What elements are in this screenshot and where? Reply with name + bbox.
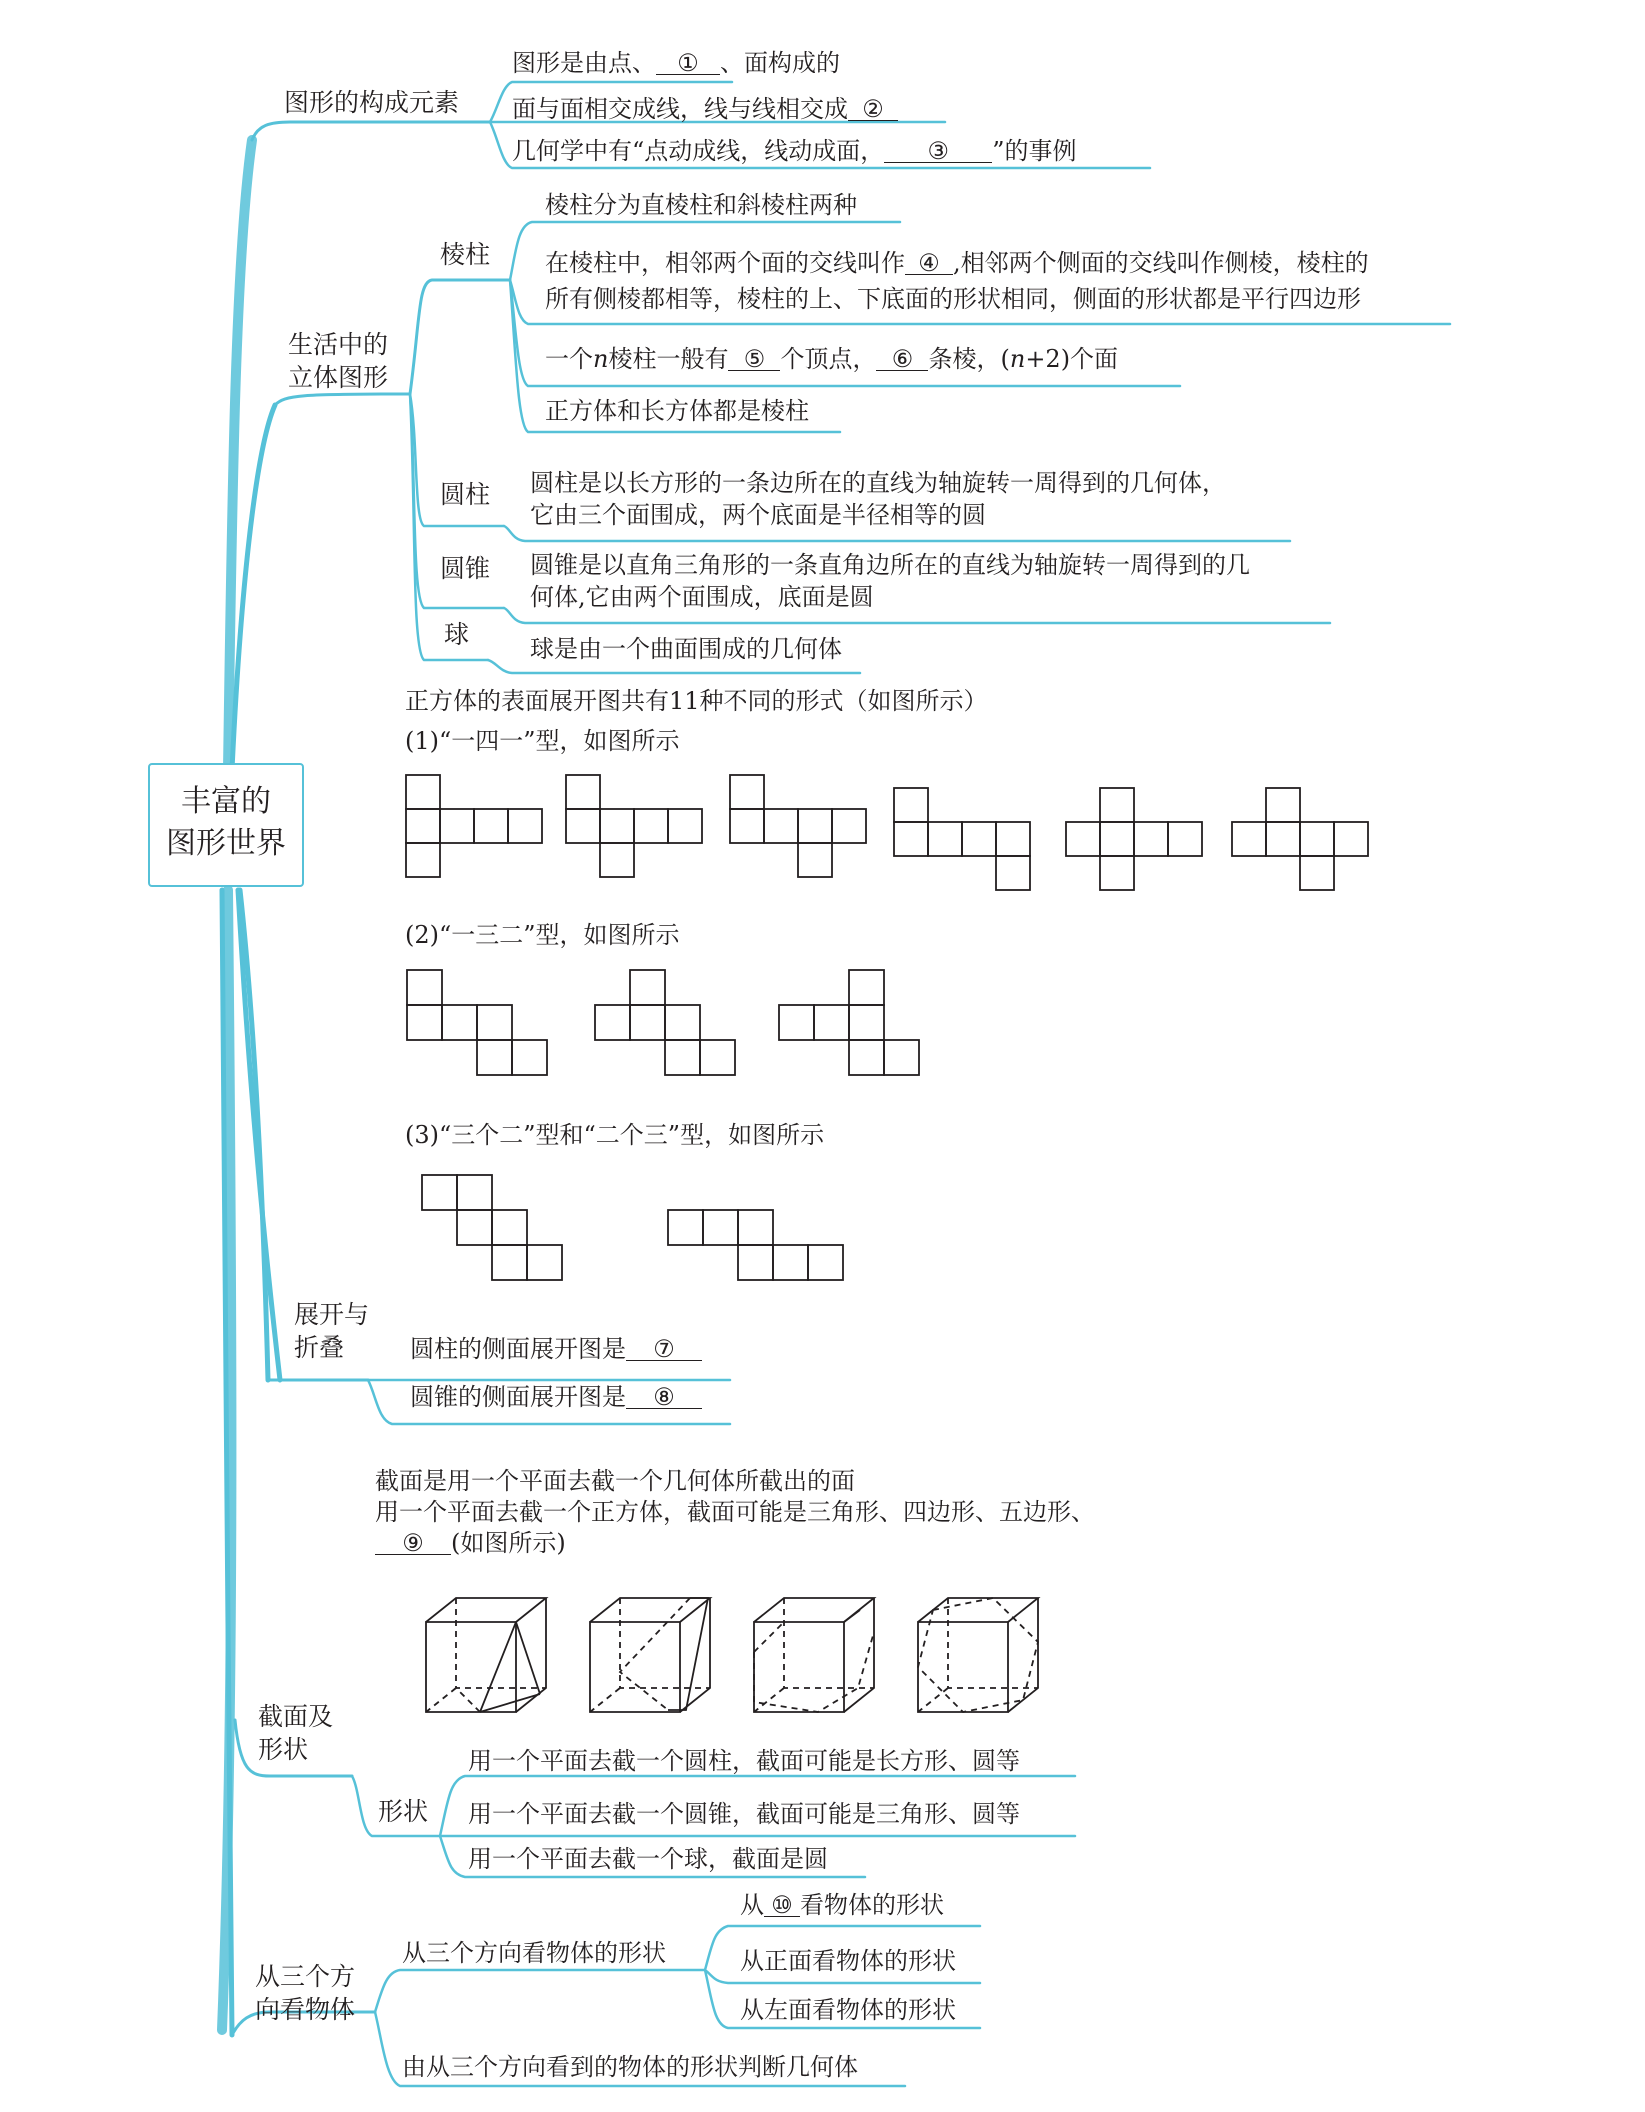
judge-line: 由从三个方向看到的物体的形状判断几何体 (402, 2053, 858, 2081)
net-1-4-1-c (730, 775, 866, 877)
net-2-2-2 (422, 1175, 562, 1280)
shape-cone-line: 用一个平面去截一个圆锥，截面可能是三角形、圆等 (468, 1800, 1020, 1828)
prism-line4: 正方体和长方体都是棱柱 (545, 397, 809, 425)
net-type3-title: (3)“三个二”型和“二个三”型，如图所示 (405, 1121, 825, 1149)
net-type2-title: (2)“一三二”型，如图所示 (405, 921, 680, 949)
prism-line2: 在棱柱中，相邻两个面的交线叫作 ④ ,相邻两个侧面的交线叫作侧棱，棱柱的 (545, 249, 1369, 277)
net-3-3 (668, 1210, 843, 1280)
prism-line2b: 所有侧棱都相等，棱柱的上、下底面的形状相同，侧面的形状都是平行四边形 (545, 285, 1361, 313)
blank-8: ⑧ (626, 1386, 702, 1409)
net-1-4-1-d (894, 788, 1030, 890)
elements-line1: 图形是由点、 ① 、面构成的 (512, 49, 840, 77)
branch-label-unfolding: 展开与 折叠 (294, 1300, 370, 1362)
elements-line2: 面与面相交成线，线与线相交成 ② (512, 94, 898, 124)
section-def-line2: 用一个平面去截一个正方体，截面可能是三角形、四边形、五边形、 (375, 1498, 1095, 1526)
cone-label: 圆锥 (440, 554, 491, 583)
blank-9: ⑨ (375, 1532, 451, 1555)
net-type1-figures (400, 772, 1385, 896)
root-title-line2: 图形世界 (166, 826, 286, 861)
net-type1-title: (1)“一四一”型，如图所示 (405, 727, 680, 755)
cylinder-line2: 它由三个面围成，两个底面是半径相等的圆 (530, 501, 986, 529)
net-1-4-1-e (1066, 788, 1202, 890)
blank-5: ⑤ (728, 348, 780, 371)
cone-line1: 圆锥是以直角三角形的一条直角边所在的直线为轴旋转一周得到的几 (530, 551, 1250, 579)
view-line3: 从左面看物体的形状 (740, 1996, 956, 2024)
net-intro: 正方体的表面展开图共有11种不同的形式（如图所示） (405, 687, 988, 715)
prism-line1: 棱柱分为直棱柱和斜棱柱两种 (545, 191, 857, 219)
shape-cylinder-line: 用一个平面去截一个圆柱，截面可能是长方形、圆等 (468, 1747, 1020, 1775)
root-node (148, 763, 304, 887)
blank-2: ② (848, 98, 898, 121)
cone-line2: 何体,它由两个面围成，底面是圆 (530, 583, 874, 611)
cylinder-label: 圆柱 (440, 480, 491, 509)
shape-label: 形状 (378, 1797, 429, 1826)
cylinder-line1: 圆柱是以长方形的一条边所在的直线为轴旋转一周得到的几何体， (530, 469, 1226, 497)
net-1-3-2-c (779, 970, 919, 1075)
prism-line3: 一个n棱柱一般有 ⑤ 个顶点， ⑥ 条棱，(n+2)个面 (545, 345, 1119, 373)
blank-1: ① (656, 52, 720, 75)
net-1-4-1-b (566, 775, 702, 877)
net-1-4-1-f (1232, 788, 1368, 890)
cube-hexagon-section (918, 1598, 1038, 1712)
view-line1: 从 ⑩ 看物体的形状 (740, 1891, 944, 1919)
branch-label-cross-section: 截面及 形状 (258, 1702, 334, 1764)
branch-label-three-views: 从三个方 向看物体 (255, 1962, 356, 2024)
section-def-line3: ⑨ (如图所示) (375, 1528, 566, 1558)
elements-line3: 几何学中有“点动成线，线动成面， ③ ”的事例 (512, 137, 1077, 165)
cube-pentagon-section (754, 1598, 874, 1712)
cone-net-line: 圆锥的侧面展开图是 ⑧ (410, 1382, 702, 1412)
prism-label: 棱柱 (440, 240, 491, 269)
net-type3-figures (418, 1170, 858, 1288)
net-type2-figures (405, 968, 945, 1084)
shape-sphere-line: 用一个平面去截一个球，截面是圆 (468, 1845, 828, 1873)
branch-label-solids: 生活中的 立体图形 (288, 330, 389, 392)
sphere-line1: 球是由一个曲面围成的几何体 (530, 635, 842, 663)
three-views-subtitle: 从三个方向看物体的形状 (402, 1939, 666, 1967)
cube-quadrilateral-section (590, 1598, 710, 1712)
net-1-3-2-b (595, 970, 735, 1075)
blank-10: ⑩ (764, 1894, 800, 1917)
cube-cross-section-figures (420, 1592, 1060, 1718)
blank-7: ⑦ (626, 1338, 702, 1361)
branch-label-elements: 图形的构成元素 (284, 88, 460, 117)
cube-triangle-section (426, 1598, 546, 1712)
section-def-line1: 截面是用一个平面去截一个几何体所截出的面 (375, 1467, 855, 1495)
blank-4: ④ (905, 252, 953, 275)
net-1-3-2-a (407, 970, 547, 1075)
blank-6: ⑥ (876, 348, 928, 371)
blank-3: ③ (884, 140, 992, 163)
view-line2: 从正面看物体的形状 (740, 1947, 956, 1975)
net-1-4-1-a (406, 775, 542, 877)
cylinder-net-line: 圆柱的侧面展开图是 ⑦ (410, 1334, 702, 1364)
root-title-line1: 丰富的 (181, 784, 271, 819)
sphere-label: 球 (444, 620, 470, 649)
